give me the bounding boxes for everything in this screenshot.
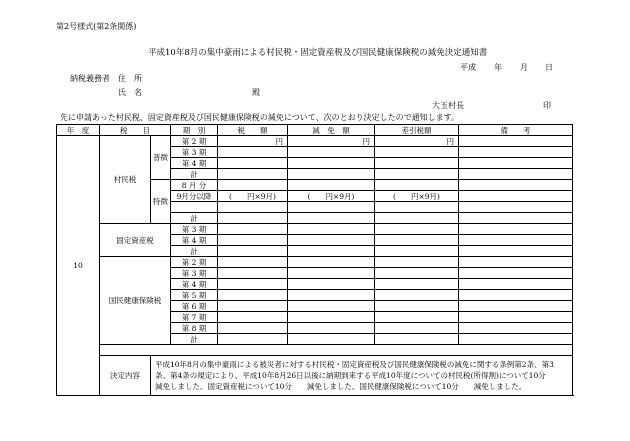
ordinary-collection-label: 普徴 (151, 136, 171, 180)
yen-unit: 円 (375, 136, 459, 147)
period-cell: 第 3 期 (171, 224, 218, 235)
table-row (57, 136, 573, 147)
header-reduction: 減 免 額 (288, 125, 375, 136)
document-title: 平成10年8月の集中豪雨による村民税・固定資産税及び国民健康保険税の減免決定通知書 (148, 48, 488, 58)
intro-text: 先に申請あった村民税、固定資産税及び国民健康保険税の減免について、次のとおり決定したので通知します。 (60, 113, 459, 122)
period-cell: 第 2 期 (171, 136, 218, 147)
subtotal-cell: 計 (171, 334, 218, 345)
subtotal-cell: 計 (171, 246, 218, 257)
header-period: 期 別 (171, 125, 218, 136)
table-row (57, 257, 573, 268)
header-amount: 税 額 (218, 125, 288, 136)
special-formula-net: ( 円×9月) (375, 191, 459, 202)
date-month: 月 (520, 63, 528, 72)
subtotal-cell: 計 (171, 213, 218, 224)
decision-label: 決定内容 (100, 356, 151, 396)
name-label: 氏 名 (118, 88, 142, 97)
fiscal-year-cell: 10 (57, 136, 100, 396)
taxpayer-label: 納税義務者 (70, 74, 110, 83)
period-cell: 第 4 期 (171, 279, 218, 290)
header-remarks: 備 考 (459, 125, 573, 136)
yen-unit: 円 (288, 136, 375, 147)
header-net: 差引税額 (375, 125, 459, 136)
subtotal-cell: 計 (171, 169, 218, 180)
special-formula-amount: ( 円×9月) (218, 191, 288, 202)
issuer-name: 大玉村長 (432, 101, 464, 110)
fixed-asset-tax-label: 固定資産税 (100, 224, 171, 257)
period-cell: 第 4 期 (171, 158, 218, 169)
period-cell: 第 5 期 (171, 290, 218, 301)
decision-row (57, 356, 573, 396)
period-cell: 8 月 分 (171, 180, 218, 191)
period-cell: 第 3 期 (171, 147, 218, 158)
special-formula-reduction: ( 円×9月) (288, 191, 375, 202)
reduction-table (56, 124, 573, 396)
seal-mark: 印 (543, 101, 551, 110)
decision-text: 平成10年8月の集中豪雨による被災者に対する村民税・固定資産税及び国民健康保険税の減免に関する条例第2条、第3条、第4条の規定により、平成10年8月26日以後に納期到来する平成10年度についての村民税(所得割)について10分 減免しました。固定資産税について10分 減免しました。国民健康保険税について10分 減免しました。 (151, 356, 573, 396)
header-row (57, 125, 573, 136)
header-year: 年 度 (57, 125, 100, 136)
period-cell: 第 2 期 (171, 257, 218, 268)
date-day: 日 (545, 63, 553, 72)
remarks-cell (459, 136, 573, 147)
honorific: 殿 (252, 88, 260, 97)
period-cell: 第 8 期 (171, 323, 218, 334)
address-label: 住 所 (118, 74, 142, 83)
village-tax-label: 村民税 (100, 136, 151, 224)
period-cell: 第 3 期 (171, 268, 218, 279)
health-insurance-tax-label: 国民健康保険税 (100, 257, 171, 345)
period-cell: 第 4 期 (171, 235, 218, 246)
date-year: 年 (494, 63, 502, 72)
period-cell: 第 7 期 (171, 312, 218, 323)
header-tax: 税 目 (100, 125, 171, 136)
date-era: 平成 (460, 63, 476, 72)
table-row (57, 345, 573, 356)
form-label: 第2号様式(第2条関係) (56, 22, 137, 31)
period-cell: 第 6 期 (171, 301, 218, 312)
period-cell: 9月分以降 (171, 191, 218, 202)
special-collection-label: 特徴 (151, 180, 171, 224)
yen-unit: 円 (218, 136, 288, 147)
table-row (57, 224, 573, 235)
